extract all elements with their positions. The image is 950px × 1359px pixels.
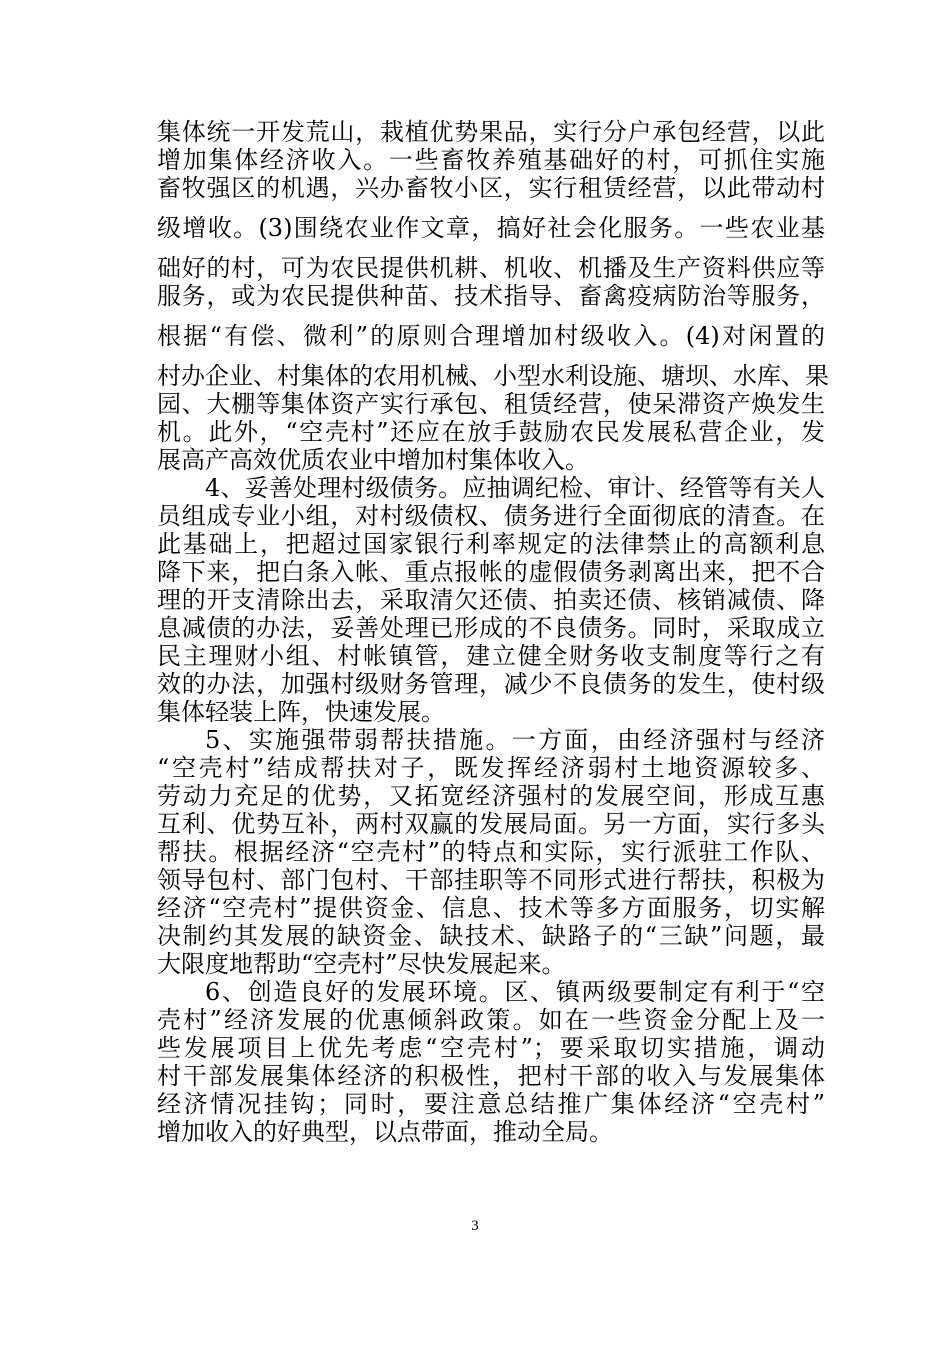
text-line: 畜牧强区的机遇，兴办畜牧小区，实行租赁经营，以此带动村 [157,174,825,202]
text-line: 集体统一开发荒山，栽植优势果品，实行分户承包经营，以此 [157,118,825,146]
text-line: 根据“有偿、微利”的原则合理增加村级收入。(4)对闲置的 [157,322,825,350]
text-line: 机。此外，“空壳村”还应在放手鼓励农民发展私营企业，发 [157,418,825,446]
text-line: 决制约其发展的缺资金、缺技术、缺路子的“三缺”问题，最 [157,922,825,950]
text-line: 级增收。(3)围绕农业作文章，搞好社会化服务。一些农业基 [157,214,825,242]
paragraph-heading-line: 6、创造良好的发展环境。区、镇两级要制定有利于“空 [205,978,825,1006]
text-line: 壳村”经济发展的优惠倾斜政策。如在一些资金分配上及一 [157,1006,825,1034]
text-line: 此基础上，把超过国家银行利率规定的法律禁止的高额利息 [157,530,825,558]
text-line: 展高产高效优质农业中增加村集体收入。 [157,446,589,474]
text-line: 息减债的办法，妥善处理已形成的不良债务。同时，采取成立 [157,614,825,642]
text-line: 村干部发展集体经济的积极性，把村干部的收入与发展集体 [157,1062,825,1090]
text-line: 村办企业、村集体的农用机械、小型水利设施、塘坝、水库、果 [157,362,829,390]
text-line: 园、大棚等集体资产实行承包、租赁经营，使呆滞资产焕发生 [157,390,825,418]
text-line: 服务，或为农民提供种苗、技术指导、畜禽疫病防治等服务， [157,282,825,310]
text-line: 互利、优势互补，两村双赢的发展局面。另一方面，实行多头 [157,810,825,838]
text-line: 增加收入的好典型，以点带面，推动全局。 [157,1118,613,1146]
text-line: 效的办法，加强村级财务管理，减少不良债务的发生，使村级 [157,670,825,698]
text-line: 集体轻装上阵，快速发展。 [157,698,445,726]
body-text [157,118,829,1146]
paragraph-heading-line: 5、实施强带弱帮扶措施。一方面，由经济强村与经济 [205,726,825,754]
page-number: 3 [471,1218,479,1234]
text-line: “空壳村”结成帮扶对子，既发挥经济弱村土地资源较多、 [157,754,825,782]
text-line: 经济“空壳村”提供资金、信息、技术等多方面服务，切实解 [157,894,825,922]
text-line: 增加集体经济收入。一些畜牧养殖基础好的村，可抓住实施 [157,146,825,174]
text-line: 劳动力充足的优势，又拓宽经济强村的发展空间，形成互惠 [157,782,825,810]
text-line: 些发展项目上优先考虑“空壳村”；要采取切实措施，调动 [157,1034,825,1062]
text-line: 降下来，把白条入帐、重点报帐的虚假债务剥离出来，把不合 [157,558,825,586]
text-line: 理的开支清除出去，采取清欠还债、拍卖还债、核销减债、降 [157,586,825,614]
text-line: 础好的村，可为农民提供机耕、机收、机播及生产资料供应等 [157,254,825,282]
text-line: 领导包村、部门包村、干部挂职等不同形式进行帮扶，积极为 [157,866,825,894]
paragraph-heading-line: 4、妥善处理村级债务。应抽调纪检、审计、经管等有关人 [205,474,825,502]
text-line: 民主理财小组、村帐镇管，建立健全财务收支制度等行之有 [157,642,825,670]
text-line: 大限度地帮助“空壳村”尽快发展起来。 [157,950,566,978]
text-line: 帮扶。根据经济“空壳村”的特点和实际，实行派驻工作队、 [157,838,825,866]
text-line: 员组成专业小组，对村级债权、债务进行全面彻底的清查。在 [157,502,825,530]
text-line: 经济情况挂钩；同时，要注意总结推广集体经济“空壳村” [157,1090,825,1118]
